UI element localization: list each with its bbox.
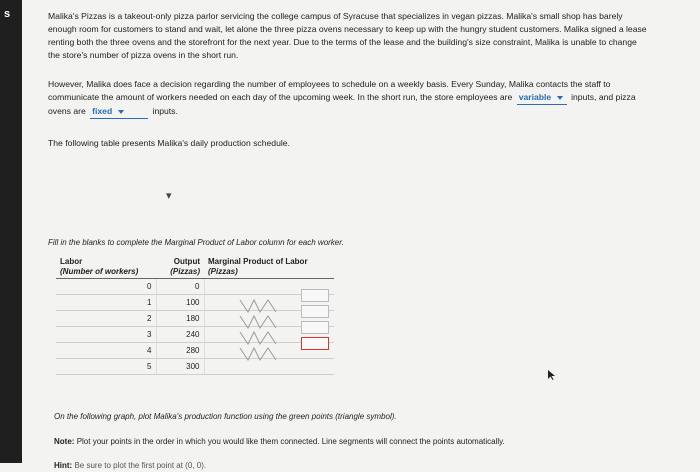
hint-body: Be sure to plot the first point at (0, 0). bbox=[74, 461, 207, 470]
labor-cell: 5 bbox=[56, 359, 156, 375]
mouse-cursor-icon: ▾ bbox=[166, 190, 172, 202]
mpl-header-label: Marginal Product of Labor bbox=[208, 257, 308, 266]
chevron-down-icon bbox=[118, 110, 124, 114]
table-row bbox=[56, 359, 334, 375]
table-instruction: Fill in the blanks to complete the Marginal Product of Labor column for each worker. bbox=[48, 238, 344, 247]
col-header-output bbox=[156, 256, 204, 279]
output-cell: 240 bbox=[156, 327, 204, 343]
mpl-input-worker-2[interactable] bbox=[301, 305, 329, 318]
intro-paragraph-2 bbox=[48, 78, 648, 119]
labor-cell: 2 bbox=[56, 311, 156, 327]
table-row bbox=[56, 327, 334, 343]
output-cell: 300 bbox=[156, 359, 204, 375]
labor-header-sub: (Number of workers) bbox=[60, 267, 139, 276]
mpl-header-sub: (Pizzas) bbox=[208, 267, 238, 276]
mpl-input-worker-4[interactable] bbox=[301, 337, 329, 350]
col-header-mpl bbox=[204, 256, 334, 279]
labor-cell: 3 bbox=[56, 327, 156, 343]
left-sidebar-strip bbox=[0, 0, 22, 463]
table-row bbox=[56, 295, 334, 311]
labor-cell: 4 bbox=[56, 343, 156, 359]
labor-cell: 0 bbox=[56, 279, 156, 295]
intro-paragraph-1: Malika's Pizzas is a takeout-only pizza parlor servicing the college campus of Syracuse that specializes in vegan pizzas. Malika's small shop has barely enough room for customers to stand and wait, let alone the three pizza ovens necessary to keep up with the hungry student customers. Malika signed a lease renting both the three ovens and the storefront for the next year. Due to the terms of the lease and the building's size constraint, Malika is unable to change the store's number of pizza ovens in the short run. bbox=[48, 11, 647, 60]
mpl-input-worker-3[interactable] bbox=[301, 321, 329, 334]
question-content bbox=[48, 8, 648, 470]
col-header-labor bbox=[56, 256, 156, 279]
p2-text-b: inputs, and pizza ovens are bbox=[48, 92, 636, 116]
note-label: Note: bbox=[54, 437, 75, 446]
zigzag-connector-icon bbox=[238, 298, 280, 380]
output-cell: 100 bbox=[156, 295, 204, 311]
mpl-input-worker-1[interactable] bbox=[301, 289, 329, 302]
output-cell: 0 bbox=[156, 279, 204, 295]
table-row bbox=[56, 311, 334, 327]
table-intro: The following table presents Malika's daily production schedule. bbox=[48, 138, 290, 148]
labor-header-label: Labor bbox=[60, 257, 83, 266]
note-text bbox=[54, 435, 505, 448]
graph-instruction: On the following graph, plot Malika's production function using the green points (triangle symbol). bbox=[54, 412, 397, 421]
employees-dropdown-value: variable bbox=[518, 92, 552, 102]
p2-text-a: However, Malika does face a decision regarding the number of employees to schedule on a weekly basis. Every Sunday, Malika contacts the staff to communicate the amount of workers needed on each day of the upcoming week. In the short run, the store employees are bbox=[48, 79, 611, 102]
labor-cell: 1 bbox=[56, 295, 156, 311]
production-schedule-table bbox=[56, 256, 334, 375]
hint-label: Hint: bbox=[54, 461, 73, 470]
output-header-sub: (Pizzas) bbox=[170, 267, 200, 276]
hint-text bbox=[54, 459, 206, 472]
note-body: Plot your points in the order in which you would like them connected. Line segments will connect the points automatically. bbox=[76, 437, 505, 446]
table-row bbox=[56, 279, 334, 295]
p2-text-c: inputs. bbox=[152, 106, 178, 116]
ovens-dropdown-value: fixed bbox=[92, 106, 113, 116]
sidebar-mark: s bbox=[4, 8, 11, 20]
chevron-down-icon bbox=[557, 96, 563, 100]
output-cell: 280 bbox=[156, 343, 204, 359]
arrow-cursor-icon bbox=[548, 370, 556, 380]
ovens-input-type-dropdown[interactable] bbox=[90, 105, 148, 119]
table-row bbox=[56, 343, 334, 359]
output-header-label: Output bbox=[173, 257, 200, 266]
output-cell: 180 bbox=[156, 311, 204, 327]
employees-input-type-dropdown[interactable] bbox=[517, 91, 567, 105]
